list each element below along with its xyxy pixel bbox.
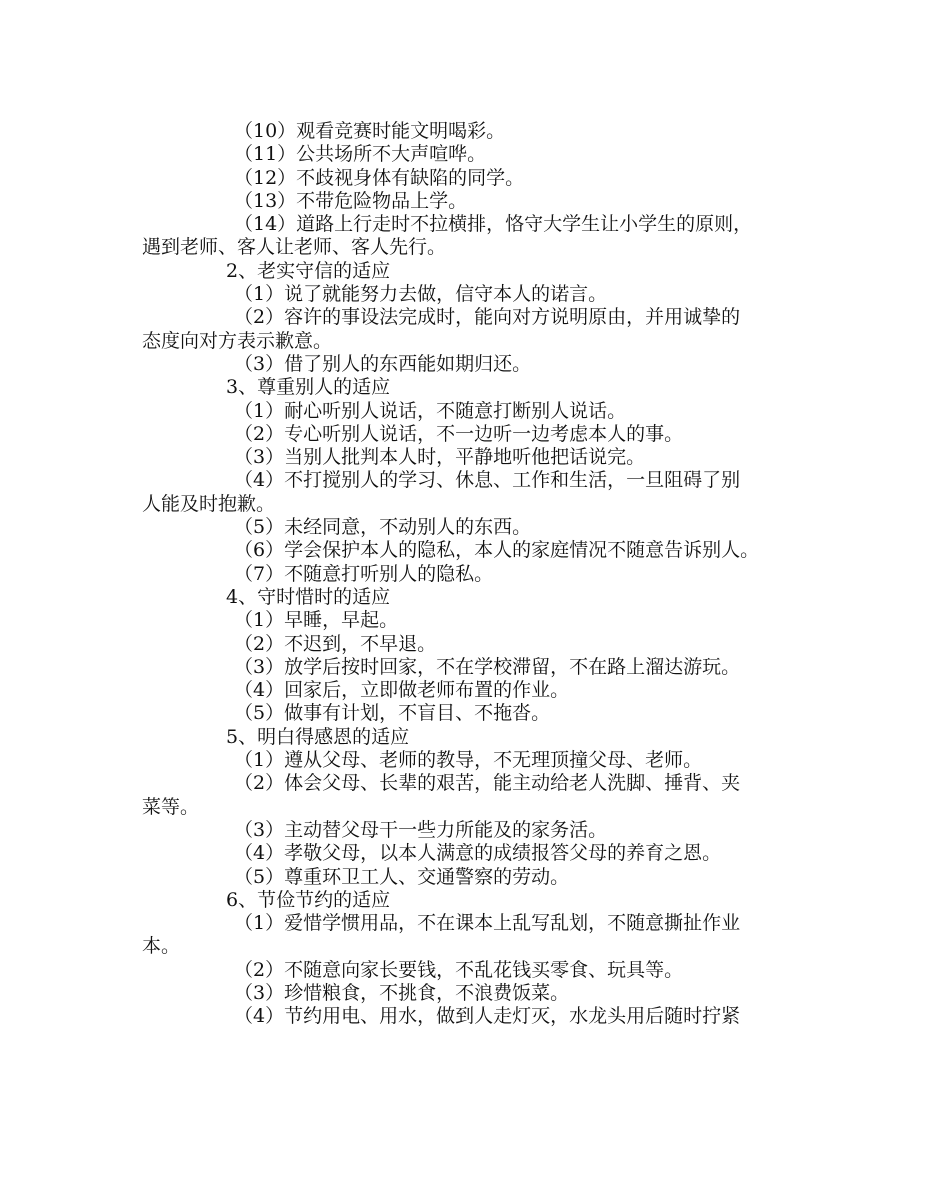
list-item: （6）学会保护本人的隐私，本人的家庭情况不随意告诉别人。 xyxy=(234,539,760,562)
list-item: （7）不随意打听别人的隐私。 xyxy=(234,562,494,585)
list-item: （4）回家后，立即做老师布置的作业。 xyxy=(234,679,570,702)
text-line-continuation: 本。 xyxy=(142,935,181,958)
list-item: （12）不歧视身体有缺陷的同学。 xyxy=(234,166,525,189)
list-item: （3）借了别人的东西能如期归还。 xyxy=(234,352,532,375)
list-item: （5）尊重环卫工人、交通警察的劳动。 xyxy=(234,865,570,888)
list-item: （5）做事有计划，不盲目、不拖沓。 xyxy=(234,702,551,725)
text-line-continuation: 人能及时抱歉。 xyxy=(142,492,276,515)
text-line-continuation: 遇到老师、客人让老师、客人先行。 xyxy=(142,236,447,259)
section-heading: 2、老实守信的适应 xyxy=(226,259,391,282)
list-item: （3）当别人批判本人时，平静地听他把话说完。 xyxy=(234,446,646,469)
list-item: （13）不带危险物品上学。 xyxy=(234,189,468,212)
list-item: （2）不随意向家长要钱，不乱花钱买零食、玩具等。 xyxy=(234,958,684,981)
section-heading: 5、明白得感恩的适应 xyxy=(226,725,410,748)
list-item: （4）节约用电、用水，做到人走灯灭，水龙头用后随时拧紧 xyxy=(234,1005,741,1028)
list-item: （3）珍惜粮食，不挑食，不浪费饭菜。 xyxy=(234,981,570,1004)
text-line-continuation: 菜等。 xyxy=(142,795,200,818)
list-item: （10）观看竞赛时能文明喝彩。 xyxy=(234,120,506,142)
list-item: （1）早睡，早起。 xyxy=(234,609,399,632)
list-item: （1）耐心听别人说话，不随意打断别人说话。 xyxy=(234,399,627,422)
list-item: （11）公共场所不大声喧哗。 xyxy=(234,143,487,166)
text-line-continuation: 态度向对方表示歉意。 xyxy=(142,329,333,352)
list-item: （3）放学后按时回家，不在学校滞留，不在路上溜达游玩。 xyxy=(234,655,741,678)
list-item: （4）不打搅别人的学习、休息、工作和生活，一旦阻碍了别 xyxy=(234,469,741,492)
list-item: （5）未经同意，不动别人的东西。 xyxy=(234,516,532,539)
list-item: （3）主动替父母干一些力所能及的家务活。 xyxy=(234,818,608,841)
section-heading: 4、守时惜时的适应 xyxy=(226,585,391,608)
list-item: （1）说了就能努力去做，信守本人的诺言。 xyxy=(234,283,608,306)
document-body xyxy=(142,120,832,1029)
list-item: （2）体会父母、长辈的艰苦，能主动给老人洗脚、捶背、夹 xyxy=(234,772,741,795)
list-item: （2）不迟到，不早退。 xyxy=(234,632,437,655)
list-item: （2）容许的事设法完成时，能向对方说明原由，并用诚挚的 xyxy=(234,306,741,329)
list-item: （1）遵从父母、老师的教导，不无理顶撞父母、老师。 xyxy=(234,749,703,772)
list-item: （4）孝敬父母，以本人满意的成绩报答父母的养育之恩。 xyxy=(234,842,722,865)
list-item: （2）专心听别人说话，不一边听一边考虑本人的事。 xyxy=(234,422,684,445)
list-item: （14）道路上行走时不拉横排，恪守大学生让小学生的原则， xyxy=(234,213,753,236)
list-item: （1）爱惜学惯用品，不在课本上乱写乱划，不随意撕扯作业 xyxy=(234,912,741,935)
section-heading: 3、尊重别人的适应 xyxy=(226,376,391,399)
section-heading: 6、节俭节约的适应 xyxy=(226,888,391,911)
